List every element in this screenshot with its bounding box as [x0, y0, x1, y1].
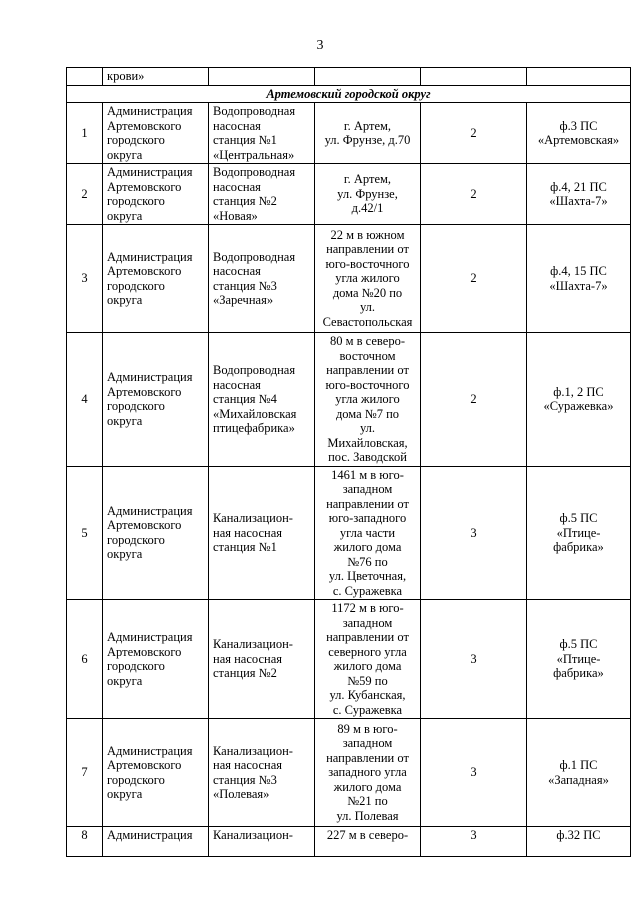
table-row: [67, 225, 631, 333]
category-cell: 3: [421, 600, 527, 719]
document-table-wrapper: [66, 67, 631, 905]
address-cell: г. Артем, ул. Фрунзе, д.42/1: [315, 164, 421, 225]
category-cell: 2: [421, 164, 527, 225]
table-row: [67, 466, 631, 600]
facility-cell: Канализацион- ная насосная станция №3 «Полевая»: [209, 719, 315, 827]
facility-cell: Водопроводная насосная станция №3 «Заречная»: [209, 225, 315, 333]
feeder-cell: ф.3 ПС «Артемовская»: [527, 103, 631, 164]
facility-cell: Канализацион- ная насосная станция №1: [209, 466, 315, 600]
row-number-cell: 8: [67, 827, 103, 857]
table-row: [67, 600, 631, 719]
category-cell: [421, 68, 527, 86]
power-supply-table: [66, 67, 631, 857]
feeder-cell: ф.1, 2 ПС «Суражевка»: [527, 333, 631, 467]
address-cell: г. Артем, ул. Фрунзе, д.70: [315, 103, 421, 164]
feeder-cell: ф.4, 15 ПС «Шахта-7»: [527, 225, 631, 333]
facility-cell: Водопроводная насосная станция №1 «Центральная»: [209, 103, 315, 164]
table-row: [67, 719, 631, 827]
row-number-cell: 7: [67, 719, 103, 827]
feeder-cell: [527, 68, 631, 86]
address-cell: 89 м в юго- западном направлении от западного угла жилого дома №21 по ул. Полевая: [315, 719, 421, 827]
address-cell: 80 м в северо- восточном направлении от юго-восточного угла жилого дома №7 по ул. Михайловская, пос. Заводской: [315, 333, 421, 467]
address-cell: [315, 68, 421, 86]
address-cell: 1461 м в юго- западном направлении от юго-западного угла части жилого дома №76 по ул. Цветочная, с. Суражевка: [315, 466, 421, 600]
row-number-cell: [67, 68, 103, 86]
organization-cell: Администрация Артемовского городского округа: [103, 719, 209, 827]
facility-cell: Водопроводная насосная станция №4 «Михайловская птицефабрика»: [209, 333, 315, 467]
row-number-cell: 6: [67, 600, 103, 719]
category-cell: 2: [421, 225, 527, 333]
table-row: [67, 103, 631, 164]
organization-cell: Администрация Артемовского городского округа: [103, 103, 209, 164]
carryover-row: [67, 68, 631, 86]
organization-cell: Администрация Артемовского городского округа: [103, 466, 209, 600]
feeder-cell: ф.5 ПС «Птице- фабрика»: [527, 600, 631, 719]
organization-cell: Администрация Артемовского городского округа: [103, 225, 209, 333]
row-number-cell: 1: [67, 103, 103, 164]
facility-cell: Канализацион- ная насосная станция №2: [209, 600, 315, 719]
facility-cell: [209, 68, 315, 86]
address-cell: 227 м в северо-: [315, 827, 421, 857]
row-number-cell: 3: [67, 225, 103, 333]
organization-cell: крови»: [103, 68, 209, 86]
organization-cell: Администрация Артемовского городского округа: [103, 164, 209, 225]
address-cell: 22 м в южном направлении от юго-восточного угла жилого дома №20 по ул. Севастопольская: [315, 225, 421, 333]
feeder-cell: ф.1 ПС «Западная»: [527, 719, 631, 827]
facility-cell: Водопроводная насосная станция №2 «Новая»: [209, 164, 315, 225]
facility-cell: Канализацион-: [209, 827, 315, 857]
feeder-cell: ф.4, 21 ПС «Шахта-7»: [527, 164, 631, 225]
section-title: Артемовский городской округ: [67, 85, 631, 103]
table-row: [67, 827, 631, 857]
row-number-cell: 2: [67, 164, 103, 225]
table-row: [67, 164, 631, 225]
category-cell: 2: [421, 333, 527, 467]
page-number: 3: [316, 38, 324, 53]
row-number-cell: 5: [67, 466, 103, 600]
address-cell: 1172 м в юго- западном направлении от северного угла жилого дома №59 по ул. Кубанская, с. Суражевка: [315, 600, 421, 719]
category-cell: 2: [421, 103, 527, 164]
organization-cell: Администрация Артемовского городского округа: [103, 600, 209, 719]
feeder-cell: ф.32 ПС: [527, 827, 631, 857]
section-header-row: [67, 85, 631, 103]
organization-cell: Администрация Артемовского городского округа: [103, 333, 209, 467]
category-cell: 3: [421, 827, 527, 857]
organization-cell: Администрация: [103, 827, 209, 857]
row-number-cell: 4: [67, 333, 103, 467]
category-cell: 3: [421, 719, 527, 827]
category-cell: 3: [421, 466, 527, 600]
table-row: [67, 333, 631, 467]
feeder-cell: ф.5 ПС «Птице- фабрика»: [527, 466, 631, 600]
